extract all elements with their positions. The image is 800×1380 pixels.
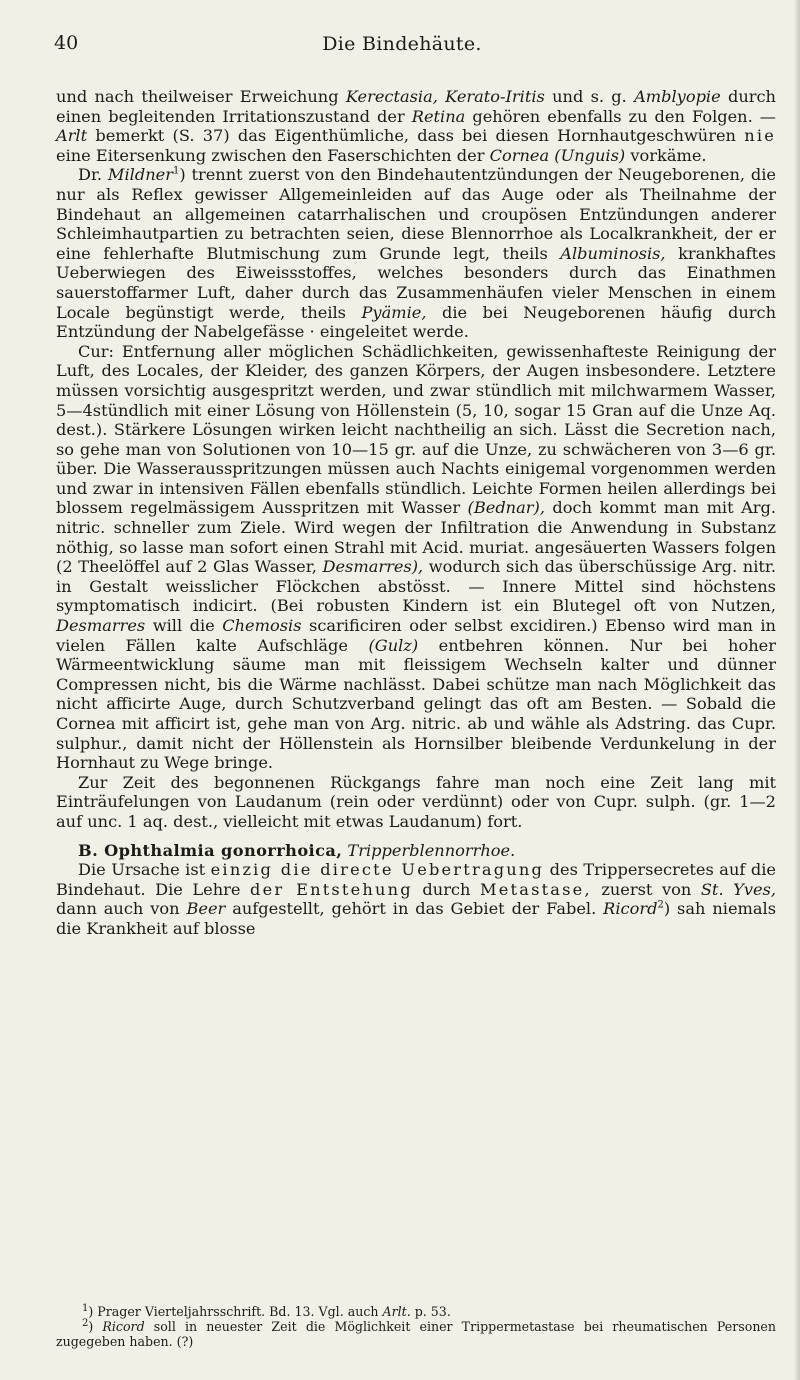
text-run: Cur: Entfernung aller möglichen Schädlichkeiten, gewissenhafteste Reinigung der Luft, des Locales, der Kleider, des ganzen Körpers, der Augen insbesondere. Letztere müssen vorsichtig ausgespritzt werden, und zwar stündlich mit milchwarmem Wasser, 5—4stündlich mit einer Lösung von Höllenstein (5, 10, sogar 15 Gran auf die Unze Aq. dest.). Stärkere Lösungen wirken leicht nachtheilig an sich. Lässt die Secretion nach, so gehe man von Solutionen von 10—15 gr. auf die Unze, zu schwächeren von 3—6 gr. über. Die Wasserausspritzungen müssen auch Nachts einigemal vorgenommen werden und zwar in intensiven Fällen ebenfalls stündlich. Leichte Formen heilen allerdings bei blossem regelmässigem Ausspritzen mit Wasser — [56, 341, 776, 518]
footnote-1 — [56, 1304, 776, 1319]
body-text — [56, 87, 776, 939]
footnote-marker: 2 — [657, 899, 664, 911]
italic-author: Arlt — [56, 126, 88, 146]
text-run: wodurch sich das überschüssige Arg. nitr. in Gestalt weisslicher Flöckchen abstösst. — Innere Mittel sind höchstens symptomatisch indicirt. (Bei robusten Kindern ist ein Blutegel oft von Nutzen, — [56, 557, 776, 616]
emphasis-spaced: Metastase, — [479, 879, 592, 899]
text-run: ) sah niemals die Krankheit auf blosse — [56, 899, 777, 938]
italic-author: Beer — [186, 899, 226, 919]
paragraph-4 — [56, 773, 776, 832]
emphasis-spaced: nie — [744, 126, 776, 146]
emphasis-spaced: der Entstehung — [250, 879, 413, 899]
text-run: Dr. — [78, 165, 108, 185]
text-run: Die Ursache ist — [78, 860, 211, 880]
page-number: 40 — [54, 32, 79, 54]
footnotes — [56, 1304, 776, 1349]
italic-term: Kerectasia, Kerato-Iritis — [345, 87, 545, 106]
text-run: dann auch von — [56, 899, 187, 919]
text-run: die bei Neugeborenen häufig durch Entzündung der Nabelgefässe · eingeleitet werde. — [56, 302, 776, 342]
section-subtitle: Tripperblennorrhoe. — [347, 840, 516, 860]
text-run: doch kommt man mit Arg. nitric. schneller zum Ziele. Wird wegen der Infiltration die Anwendung in Substanz nöthig, so lasse man sofort einen Strahl mit Acid. muriat. angesäuerten Wassers folgen (2 Theelöffel auf 2 Glas Wasser, — [56, 498, 777, 577]
text-run: will die — [145, 616, 223, 636]
footnote-number: 2 — [82, 1317, 89, 1329]
running-title: Die Bindehäute. — [322, 33, 482, 55]
italic-author: (Gulz) — [368, 635, 419, 655]
footnote-text: ) — [88, 1319, 103, 1334]
text-run: aufgestellt, gehört in das Gebiet der Fabel. — [225, 899, 604, 919]
text-run: entbehren können. Nur bei hoher Wärmeentwicklung säume man mit fleissigem Wechseln kalter und dünner Compressen nicht, bis die Wärme nachlässt. Dabei schütze man nach Möglichkeit das nicht afficirte Auge, durch Schutzverband gelingt das oft am Besten. — Sobald die Cornea mit afficirt ist, gehe man von Arg. nitric. ab und wähle als Adstring. das Cupr. sulphur., damit nicht der Höllenstein als Hornsilber bleibende Verdunkelung in der Hornhaut zu Wege bringe. — [56, 635, 776, 773]
text-run: des Trippersecretes auf die Bindehaut. Die Lehre — [56, 860, 776, 899]
section-heading-line — [56, 841, 776, 861]
text-run: vorkäme. — [625, 145, 707, 165]
italic-author: Desmarres), — [322, 557, 424, 577]
text-run: eine Eitersenkung zwischen den Faserschichten der — [56, 145, 490, 165]
italic-term: Retina — [411, 106, 466, 126]
italic-author: Ricord — [603, 899, 658, 919]
paragraph-3 — [56, 342, 776, 773]
italic-term: Pyämie, — [361, 302, 427, 322]
footnote-number: 1 — [82, 1302, 89, 1314]
footnote-marker: 1 — [172, 165, 180, 177]
text-run: krankhaftes Ueberwiegen des Eiweissstoffes, welches besonders durch das Einathmen sauerstoffarmer Luft, daher durch das Zusammenhäufen vieler Menschen in einem Locale begünstigt werde, theils — [56, 243, 776, 322]
section-heading: B. Ophthalmia gonorrhoica, — [78, 840, 343, 860]
text-run: durch — [412, 879, 480, 899]
footnote-text: soll in neuester Zeit die Möglichkeit einer Trippermetastase bei rheumatischen Personen zugegeben haben. (?) — [56, 1319, 776, 1349]
text-run: und nach theilweiser Erweichung — [56, 87, 346, 106]
paragraph-1 — [56, 87, 776, 165]
footnote-text: ) Prager Vierteljahrsschrift. Bd. 13. Vgl. auch — [88, 1304, 383, 1319]
footnote-2 — [56, 1319, 776, 1349]
italic-author: Mildner — [107, 165, 173, 185]
italic-term: Chemosis — [222, 616, 302, 636]
italic-author: Arlt. — [382, 1304, 411, 1319]
paragraph-2 — [56, 165, 776, 341]
italic-author: St. Yves, — [700, 879, 776, 899]
emphasis-spaced: einzig die directe Uebertragung — [210, 860, 545, 880]
page-header — [52, 32, 752, 60]
italic-author: Ricord — [102, 1319, 145, 1334]
footnote-text: p. 53. — [410, 1304, 451, 1319]
paragraph-6 — [56, 860, 776, 938]
text-run: gehören ebenfalls zu den Folgen. — — [465, 106, 776, 126]
italic-term: Cornea (Unguis) — [489, 145, 626, 165]
italic-author: Desmarres — [56, 616, 146, 636]
page-edge-shadow — [794, 0, 800, 1380]
italic-author: (Bednar), — [467, 498, 545, 518]
italic-term: Albuminosis, — [560, 243, 666, 263]
text-run: ) trennt zuerst von den Bindehautentzündungen der Neugeborenen, die nur als Reflex gewisser Allgemeinleiden auf das Auge oder als Theilnahme der Bindehaut an allgemeinen catarrhalischen und croupösen Entzündungen anderer Schleimhautpartien zu betrachten seien, diese Blennorrhoe als Localkrankheit, der er eine fehlerhafte Blutmischung zum Grunde legt, theils — [56, 165, 776, 263]
text-run: scarificiren oder selbst excidiren.) Ebenso wird man in vielen Fällen kalte Aufschläge — [56, 616, 776, 655]
italic-term: Amblyopie — [634, 87, 721, 106]
text-run: zuerst von — [591, 879, 701, 899]
text-run: Zur Zeit des begonnenen Rückgangs fahre man noch eine Zeit lang mit Einträufelungen von Laudanum (rein oder verdünnt) oder von Cupr. sulph. (gr. 1—2 auf unc. 1 aq. dest., vielleicht mit etwas Laudanum) fort. — [56, 772, 776, 831]
text-run: und s. g. — [544, 87, 635, 106]
text-run: durch einen begleitenden Irritationszustand der — [56, 87, 776, 126]
text-run: bemerkt (S. 37) das Eigenthümliche, dass bei diesen Hornhautgeschwüren — [87, 126, 745, 146]
